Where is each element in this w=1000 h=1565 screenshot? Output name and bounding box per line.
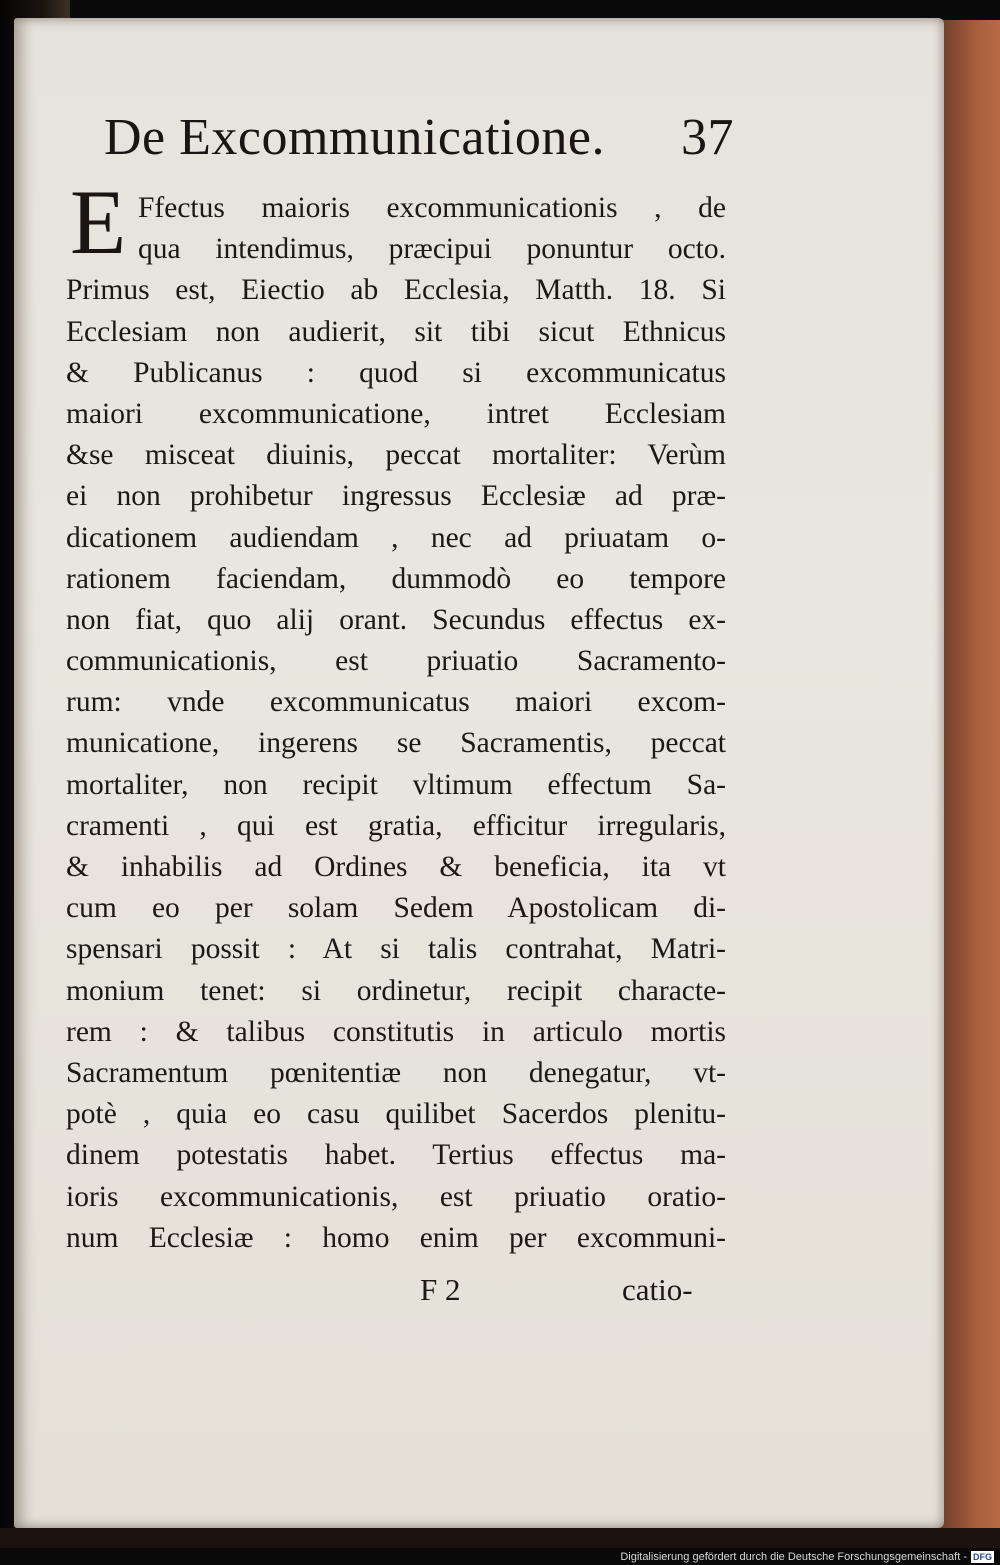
text-line: &se misceat diuinis, peccat mortaliter: Verùm xyxy=(66,439,726,472)
text-line: dicationem audiendam , nec ad priuatam o- xyxy=(66,521,726,554)
text-line: rum: vnde excommunicatus maiori excom- xyxy=(66,686,726,719)
text-line: communicationis, est priuatio Sacramento- xyxy=(66,645,726,678)
text-line: ioris excommunicationis, est priuatio oratio- xyxy=(66,1180,726,1213)
running-title: De Excommunicatione. xyxy=(104,109,605,166)
text-line: cramenti , qui est gratia, efficitur irregularis, xyxy=(66,809,726,842)
credit-text: Digitalisierung gefördert durch die Deutsche Forschungsgemeinschaft - xyxy=(620,1551,967,1563)
text-line: & Publicanus : quod si excommunicatus xyxy=(66,356,726,389)
text-line: cum eo per solam Sedem Apostolicam di- xyxy=(66,892,726,925)
body-text xyxy=(66,188,726,1259)
text-line: monium tenet: si ordinetur, recipit characte- xyxy=(66,974,726,1007)
text-line: num Ecclesiæ : homo enim per excommuni- xyxy=(66,1221,726,1254)
digitization-credit xyxy=(620,1551,994,1563)
text-line: potè , quia eo casu quilibet Sacerdos plenitu- xyxy=(66,1098,726,1131)
text-line: non fiat, quo alij orant. Secundus effectus ex- xyxy=(66,603,726,636)
dfg-logo-icon: DFG xyxy=(973,1552,992,1562)
book-cover-edge xyxy=(940,20,1000,1532)
bottom-shadow xyxy=(0,1528,1000,1548)
text-line: Ecclesiam non audierit, sit tibi sicut Ethnicus xyxy=(66,315,726,348)
text-line: rem : & talibus constitutis in articulo mortis xyxy=(66,1015,726,1048)
text-line: municatione, ingerens se Sacramentis, peccat xyxy=(66,727,726,760)
catchword: catio- xyxy=(622,1272,693,1307)
page-number: 37 xyxy=(681,109,734,166)
text-line: rationem faciendam, dummodò eo tempore xyxy=(66,562,726,595)
drop-cap-initial: E xyxy=(70,171,127,273)
text-line: Sacramentum pœnitentiæ non denegatur, vt- xyxy=(66,1056,726,1089)
text-line: ei non prohibetur ingressus Ecclesiæ ad præ- xyxy=(66,480,726,513)
text-line: Ffectus maioris excommunicationis , de xyxy=(138,192,726,224)
running-header xyxy=(104,108,734,167)
text-line: spensari possit : At si talis contrahat, Matri- xyxy=(66,933,726,966)
text-line: maiori excommunicatione, intret Ecclesiam xyxy=(66,397,726,430)
text-line: & inhabilis ad Ordines & beneficia, ita vt xyxy=(66,851,726,883)
text-line: qua intendimus, præcipui ponuntur octo. xyxy=(138,233,726,266)
text-line: dinem potestatis habet. Tertius effectus ma- xyxy=(66,1139,726,1172)
signature-mark: F 2 xyxy=(420,1272,461,1307)
text-line: mortaliter, non recipit vltimum effectum Sa- xyxy=(66,768,726,801)
text-line: Primus est, Eiectio ab Ecclesia, Matth. 18. Si xyxy=(66,274,726,307)
